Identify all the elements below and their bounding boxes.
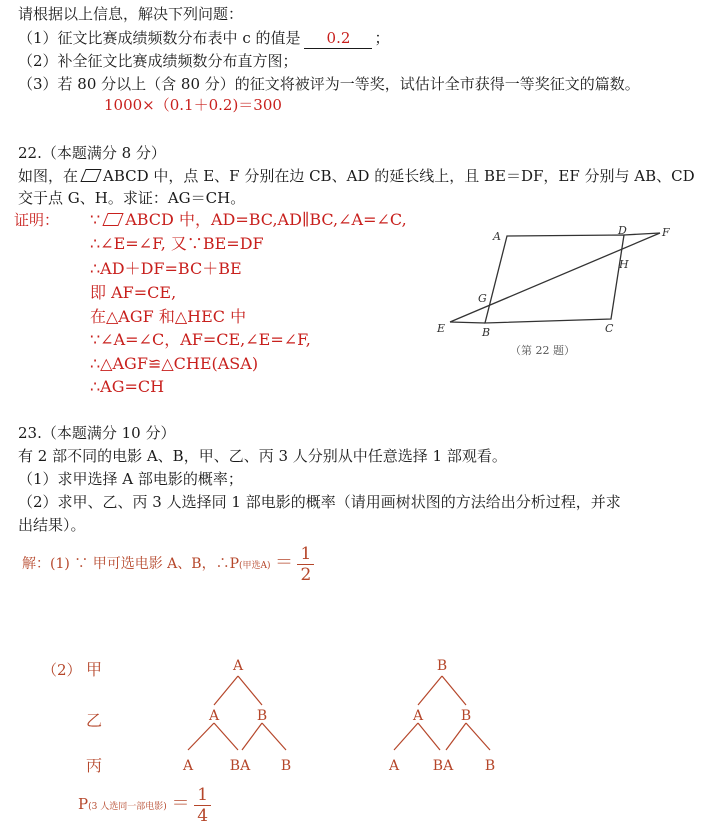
fraction-one-quarter (194, 785, 211, 826)
tree-left-l2-a: A (182, 758, 194, 774)
q22-proof-line1-text: ABCD 中，AD=BC,AD∥BC,∠A=∠C, (125, 210, 407, 229)
tree-right-root: B (436, 658, 448, 674)
q22-proof-line2: ∴∠E=∠F, 又∵BE=DF (90, 234, 264, 253)
q21-part3-answer: 1000×（0.1＋0.2)＝300 (104, 96, 282, 114)
figure-caption: （第 22 题） (510, 344, 575, 357)
tree-right-l1-a: A (412, 708, 424, 724)
q21-part1-answer: 0.2 (304, 28, 372, 49)
q22-proof-line3: ∴AD＋DF=BC＋BE (90, 259, 242, 278)
q22-stem-line1 (18, 166, 695, 186)
q23-solution2-eq: ＝ (171, 793, 190, 814)
q23-part1: （1）求甲选择 A 部电影的概率； (18, 470, 243, 488)
q23-part2-line1: （2）求甲、乙、丙 3 人选择同 1 部电影的概率（请用画树状图的方法给出分析过程，并求 (18, 493, 621, 511)
q21-part3: （3）若 80 分以上（含 80 分）的征文将被评为一等奖，试估计全市获得一等奖征文的篇数。 (18, 75, 640, 93)
intro-text: 请根据以上信息，解决下列问题： (18, 5, 244, 23)
parallelogram-icon (80, 169, 101, 182)
segment-ef (450, 233, 660, 322)
q23-solution2-sub: (3 人选同一部电影) (88, 802, 167, 812)
q22-proof-line6: ∵∠A=∠C，AF=CE,∠E=∠F, (90, 330, 311, 349)
q22-stem-body: ABCD 中，点 E、F 分别在边 CB、AD 的延长线上，且 BE＝DF，EF 分别与 AB、CD (103, 167, 695, 185)
tree-right-l1-b: B (460, 708, 472, 724)
because-symbol: ∵ (90, 210, 101, 229)
label-d: D (618, 224, 627, 237)
fraction-one-half (297, 544, 314, 585)
segment-eb (450, 322, 485, 323)
tree-diagram (170, 650, 530, 780)
fraction-denominator: 2 (300, 564, 312, 585)
q23-title: 23.（本题满分 10 分） (18, 424, 176, 442)
label-e: E (437, 322, 446, 335)
q22-stem-line2: 交于点 G、H。求证：AG＝CH。 (18, 189, 246, 207)
tree-right-l2-a: A (388, 758, 400, 774)
tree-right-l2-ba: BA (432, 758, 454, 774)
q22-proof-line8: ∴AG=CH (90, 377, 165, 396)
q23-part2-line2: 出结果）。 (18, 516, 86, 534)
tree-right-l2-b: B (484, 758, 496, 774)
tree-left-l2-b: B (280, 758, 292, 774)
q23-solution1 (22, 543, 314, 586)
q22-proof-label: 证明： (14, 211, 60, 229)
q22-proof-line7: ∴△AGF≌△CHE(ASA) (90, 354, 259, 373)
q21-part1 (18, 28, 390, 49)
q22-proof-line1 (90, 209, 407, 231)
q23-solution2-label: （2） (42, 661, 82, 679)
tree-row-jia: 甲 (86, 660, 103, 679)
q23-solution1-sub: (甲选A) (239, 561, 271, 571)
q22-proof-line5: 在△AGF 和△HEC 中 (90, 307, 247, 326)
tree-row-yi: 乙 (86, 711, 103, 730)
tree-left-root: A (232, 658, 244, 674)
q23-solution1-eq: ＝ (274, 552, 293, 573)
label-a: A (493, 230, 501, 243)
fraction-numerator: 1 (297, 544, 314, 565)
label-c: C (605, 322, 614, 335)
label-b: B (482, 326, 491, 339)
q23-stem: 有 2 部不同的电影 A、B，甲、乙、丙 3 人分别从中任意选择 1 部观看。 (18, 447, 507, 465)
tree-left-l1-a: A (208, 708, 220, 724)
q21-part2: （2）补全征文比赛成绩频数分布直方图； (18, 52, 298, 70)
label-g: G (478, 292, 487, 305)
tree-left-l1-b: B (256, 708, 268, 724)
fraction-numerator: 1 (194, 785, 211, 806)
label-f: F (662, 226, 670, 239)
parallelogram-icon (103, 213, 124, 226)
tree-left-l2-ba: BA (229, 758, 251, 774)
q21-part1-end: ； (374, 29, 390, 47)
q23-solution2-result (78, 780, 211, 831)
q21-part1-text: （1）征文比赛成绩频数分布表中 c 的值是 (18, 29, 301, 47)
q23-solution1-text: 解：(1) ∵ 甲可选电影 A、B，∴P (22, 556, 239, 572)
label-h: H (619, 258, 629, 271)
tree-row-bing: 丙 (86, 756, 103, 775)
q22-figure (430, 222, 690, 372)
parallelogram-abcd (485, 235, 624, 323)
q23-solution2-p: P (78, 795, 89, 813)
q22-title: 22.（本题满分 8 分） (18, 144, 166, 162)
q22-proof-line4: 即 AF=CE, (90, 283, 177, 302)
fraction-denominator: 4 (197, 805, 209, 826)
q22-stem-prefix: 如图，在 (18, 167, 79, 185)
